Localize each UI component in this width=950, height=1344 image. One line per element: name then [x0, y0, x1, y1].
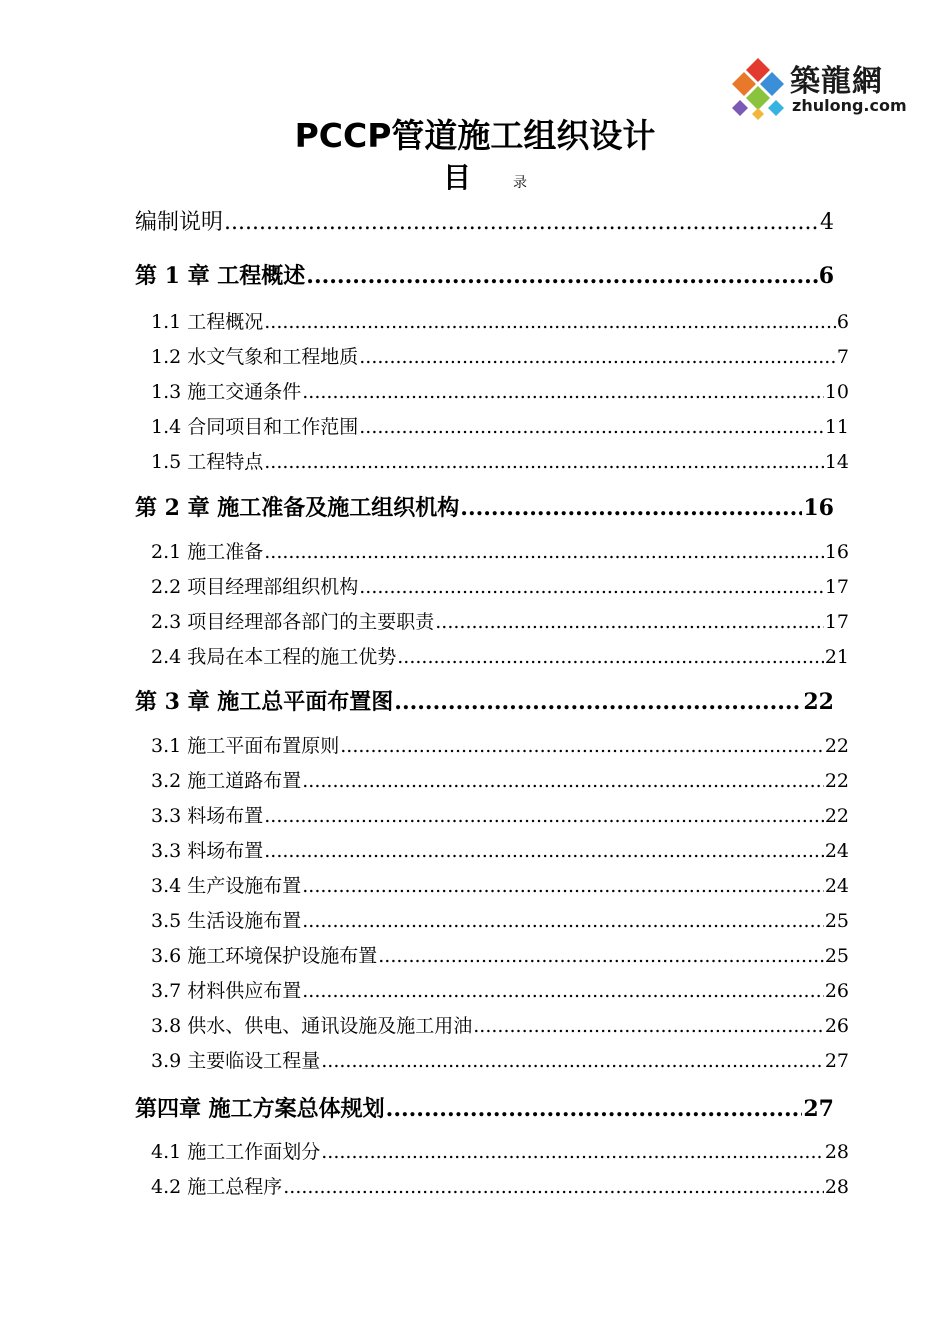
- toc-entry-label: 3.2 施工道路布置: [151, 770, 302, 792]
- toc-entry-page-number: 22: [824, 770, 849, 792]
- toc-heading: [443, 156, 527, 196]
- toc-entry-page-number: 27: [803, 1096, 834, 1122]
- toc-section-entry[interactable]: [151, 976, 849, 1003]
- toc-chapter-entry[interactable]: [135, 491, 834, 522]
- toc-entry-label: 1.4 合同项目和工作范围: [151, 416, 359, 438]
- toc-entry-label: 3.3 料场布置: [151, 805, 264, 827]
- toc-entry-label: 1.3 施工交通条件: [151, 381, 302, 403]
- toc-preface-entry[interactable]: [135, 205, 834, 236]
- toc-dot-leader: [321, 1141, 824, 1163]
- toc-section-entry[interactable]: [151, 307, 849, 334]
- toc-section-entry[interactable]: [151, 607, 849, 634]
- toc-section-entry[interactable]: [151, 572, 849, 599]
- toc-entry-page-number: 22: [803, 689, 834, 715]
- toc-dot-leader: [321, 1050, 824, 1072]
- toc-dot-leader: [264, 541, 824, 563]
- toc-entry-label: 1.5 工程特点: [151, 451, 264, 473]
- toc-dot-leader: [302, 910, 824, 932]
- toc-entry-label: 4.1 施工工作面划分: [151, 1141, 321, 1163]
- toc-entry-label: 3.7 材料供应布置: [151, 980, 302, 1002]
- toc-dot-leader: [386, 1096, 803, 1122]
- toc-entry-page-number: 7: [836, 346, 849, 368]
- logo-domain-text: zhulong.com: [792, 96, 907, 115]
- toc-entry-page-number: 28: [824, 1176, 849, 1198]
- toc-entry-label: 1.2 水文气象和工程地质: [151, 346, 359, 368]
- toc-entry-label: 2.1 施工准备: [151, 541, 264, 563]
- toc-entry-page-number: 21: [824, 646, 849, 668]
- toc-dot-leader: [302, 875, 824, 897]
- toc-entry-label: 3.5 生活设施布置: [151, 910, 302, 932]
- toc-section-entry[interactable]: [151, 871, 849, 898]
- toc-entry-page-number: 22: [824, 735, 849, 757]
- toc-dot-leader: [302, 381, 824, 403]
- toc-entry-label: 3.1 施工平面布置原则: [151, 735, 340, 757]
- toc-dot-leader: [460, 495, 802, 521]
- toc-dot-leader: [378, 945, 824, 967]
- toc-dot-leader: [302, 980, 824, 1002]
- toc-entry-label: 3.6 施工环境保护设施布置: [151, 945, 378, 967]
- toc-section-entry[interactable]: [151, 537, 849, 564]
- toc-chapter-entry[interactable]: [135, 1092, 834, 1123]
- toc-section-entry[interactable]: [151, 377, 849, 404]
- toc-section-entry[interactable]: [151, 342, 849, 369]
- toc-entry-page-number: 28: [824, 1141, 849, 1163]
- toc-dot-leader: [306, 263, 817, 289]
- toc-entry-page-number: 10: [824, 381, 849, 403]
- toc-entry-label: 第 2 章 施工准备及施工组织机构: [135, 495, 460, 521]
- toc-entry-label: 1.1 工程概况: [151, 311, 264, 333]
- toc-entry-page-number: 16: [824, 541, 849, 563]
- toc-heading-right: 录: [513, 175, 528, 191]
- toc-entry-page-number: 4: [820, 210, 834, 235]
- toc-entry-label: 第 3 章 施工总平面布置图: [135, 689, 394, 715]
- toc-entry-page-number: 24: [824, 875, 849, 897]
- toc-entry-label: 3.8 供水、供电、通讯设施及施工用油: [151, 1015, 473, 1037]
- toc-entry-page-number: 17: [824, 576, 849, 598]
- toc-dot-leader: [359, 346, 836, 368]
- toc-section-entry[interactable]: [151, 941, 849, 968]
- toc-entry-label: 2.4 我局在本工程的施工优势: [151, 646, 397, 668]
- toc-dot-leader: [283, 1176, 824, 1198]
- toc-entry-page-number: 16: [803, 495, 834, 521]
- toc-section-entry[interactable]: [151, 1046, 849, 1073]
- toc-section-entry[interactable]: [151, 731, 849, 758]
- toc-section-entry[interactable]: [151, 412, 849, 439]
- toc-section-entry[interactable]: [151, 766, 849, 793]
- toc-dot-leader: [264, 805, 824, 827]
- toc-section-entry[interactable]: [151, 836, 849, 863]
- toc-entry-page-number: 27: [824, 1050, 849, 1072]
- toc-section-entry[interactable]: [151, 801, 849, 828]
- toc-dot-leader: [340, 735, 824, 757]
- toc-entry-page-number: 24: [824, 840, 849, 862]
- toc-entry-label: 4.2 施工总程序: [151, 1176, 283, 1198]
- toc-entry-page-number: 26: [824, 1015, 849, 1037]
- toc-entry-page-number: 6: [836, 311, 849, 333]
- toc-heading-left: 目: [443, 161, 472, 194]
- toc-dot-leader: [359, 416, 824, 438]
- toc-entry-page-number: 22: [824, 805, 849, 827]
- toc-dot-leader: [302, 770, 824, 792]
- toc-section-entry[interactable]: [151, 1011, 849, 1038]
- toc-dot-leader: [224, 210, 819, 235]
- toc-entry-page-number: 26: [824, 980, 849, 1002]
- toc-dot-leader: [264, 451, 824, 473]
- toc-entry-label: 第 1 章 工程概述: [135, 263, 306, 289]
- toc-dot-leader: [394, 689, 802, 715]
- toc-section-entry[interactable]: [151, 447, 849, 474]
- toc-section-entry[interactable]: [151, 1137, 849, 1164]
- toc-dot-leader: [435, 611, 824, 633]
- toc-dot-leader: [264, 311, 836, 333]
- toc-section-entry[interactable]: [151, 1172, 849, 1199]
- toc-section-entry[interactable]: [151, 642, 849, 669]
- toc-chapter-entry[interactable]: [135, 259, 834, 290]
- toc-dot-leader: [473, 1015, 824, 1037]
- toc-entry-page-number: 25: [824, 910, 849, 932]
- toc-entry-page-number: 17: [824, 611, 849, 633]
- toc-entry-label: 2.2 项目经理部组织机构: [151, 576, 359, 598]
- toc-dot-leader: [359, 576, 824, 598]
- toc-chapter-entry[interactable]: [135, 685, 834, 716]
- toc-dot-leader: [397, 646, 824, 668]
- toc-section-entry[interactable]: [151, 906, 849, 933]
- toc-entry-label: 3.3 料场布置: [151, 840, 264, 862]
- toc-entry-page-number: 25: [824, 945, 849, 967]
- logo-chinese-text: 築龍網: [790, 64, 883, 99]
- toc-entry-label: 第四章 施工方案总体规划: [135, 1096, 385, 1122]
- toc-entry-label: 2.3 项目经理部各部门的主要职责: [151, 611, 435, 633]
- toc-entry-page-number: 11: [824, 416, 849, 438]
- document-title: PCCP管道施工组织设计: [294, 116, 656, 155]
- toc-entry-page-number: 6: [818, 263, 834, 289]
- toc-entry-label: 编制说明: [135, 210, 224, 235]
- toc-entry-label: 3.9 主要临设工程量: [151, 1050, 321, 1072]
- toc-entry-label: 3.4 生产设施布置: [151, 875, 302, 897]
- toc-entry-page-number: 14: [824, 451, 849, 473]
- toc-dot-leader: [264, 840, 824, 862]
